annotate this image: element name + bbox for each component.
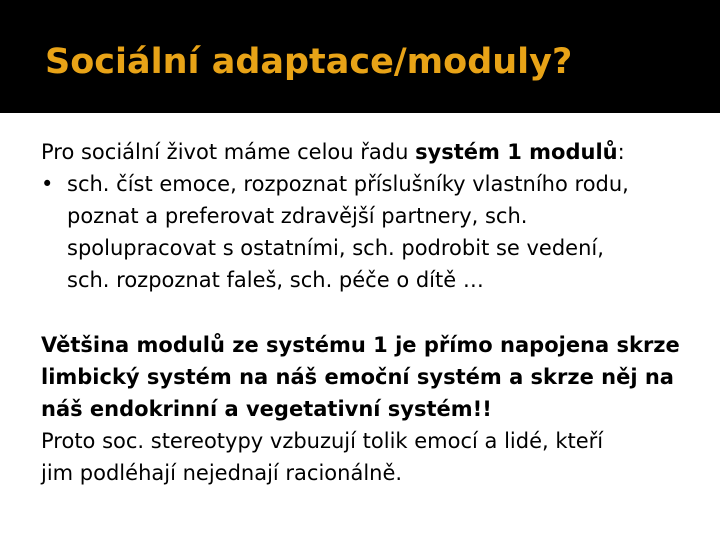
bullet-item (41, 168, 691, 296)
bold-paragraph-line: náš endokrinní a vegetativní systém!! (41, 397, 492, 421)
slide-title: Sociální adaptace/moduly? (45, 42, 573, 82)
bullet-line: spolupracovat s ostatními, sch. podrobit se vedení, (67, 236, 604, 260)
paragraph-spacer (41, 296, 691, 329)
title-bar (0, 0, 720, 113)
closing-paragraph (41, 425, 691, 489)
bullet-line: poznat a preferovat zdravější partnery, sch. (67, 204, 528, 228)
bullet-line: sch. rozpoznat faleš, sch. péče o dítě … (67, 268, 484, 292)
closing-paragraph-line: Proto soc. stereotypy vzbuzují tolik emocí a lidé, kteří (41, 429, 604, 453)
intro-text: Pro sociální život máme celou řadu (41, 140, 416, 164)
bold-paragraph-line: Většina modulů ze systému 1 je přímo napojena skrze (41, 333, 680, 357)
intro-suffix: : (617, 140, 625, 164)
intro-line (41, 136, 691, 168)
intro-bold-text: systém 1 modulů (415, 140, 618, 164)
bullet-text (67, 168, 691, 296)
slide-content (41, 136, 691, 489)
bold-paragraph (41, 329, 691, 425)
closing-paragraph-line: jim podléhají nejednají racionálně. (41, 461, 403, 485)
bold-paragraph-line: limbický systém na náš emoční systém a skrze něj na (41, 365, 674, 389)
bullet-icon: • (41, 172, 54, 196)
bullet-line: sch. číst emoce, rozpoznat příslušníky vlastního rodu, (67, 172, 629, 196)
